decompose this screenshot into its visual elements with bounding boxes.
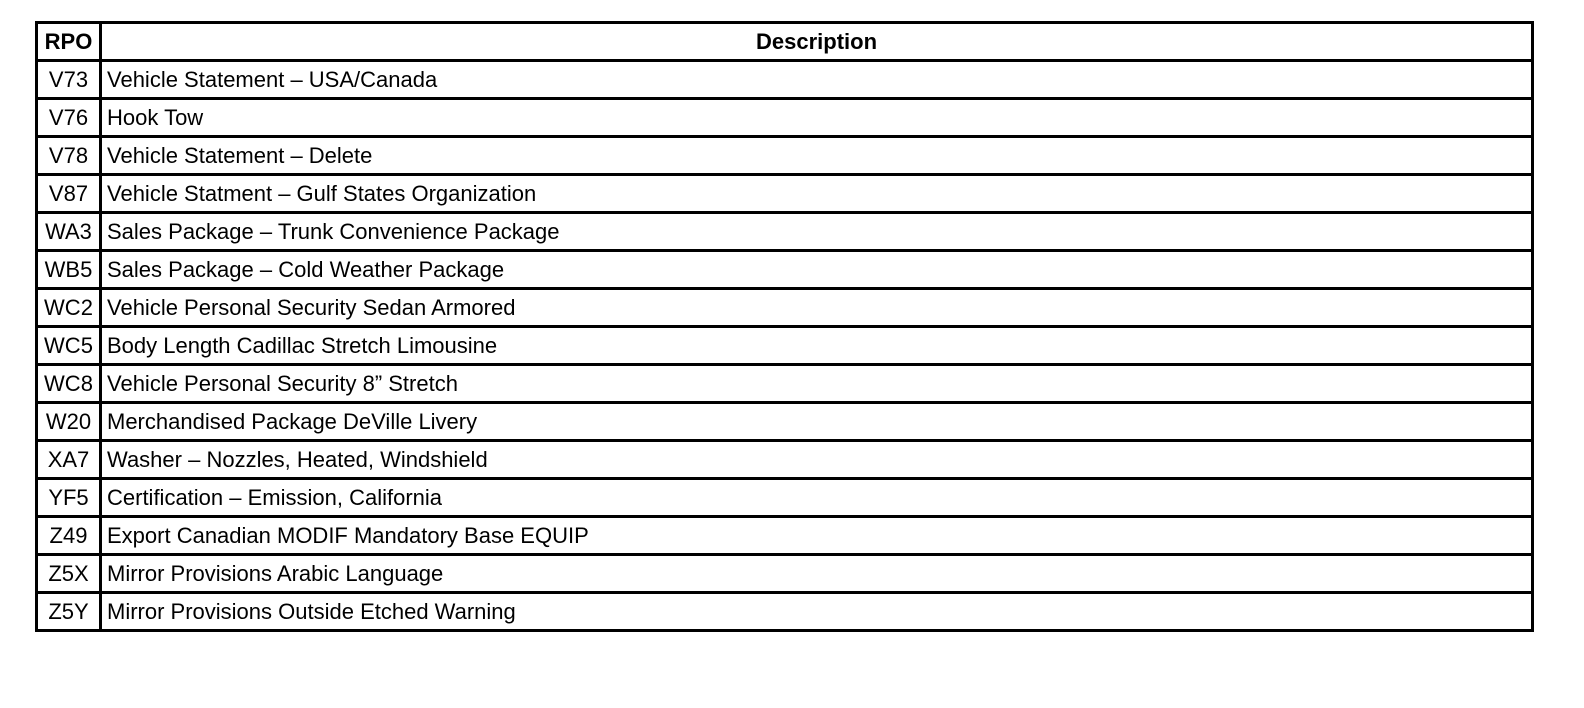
table-row (37, 327, 1533, 365)
rpo-table (35, 21, 1534, 632)
description-cell: Mirror Provisions Arabic Language (101, 555, 1533, 593)
description-cell: Certification – Emission, California (101, 479, 1533, 517)
table-row (37, 99, 1533, 137)
description-cell: Sales Package – Cold Weather Package (101, 251, 1533, 289)
table-row (37, 441, 1533, 479)
description-cell: Vehicle Statement – USA/Canada (101, 61, 1533, 99)
table-row (37, 365, 1533, 403)
table-row (37, 251, 1533, 289)
rpo-code-cell: V73 (37, 61, 101, 99)
description-cell: Merchandised Package DeVille Livery (101, 403, 1533, 441)
rpo-code-cell: V87 (37, 175, 101, 213)
rpo-code-cell: V76 (37, 99, 101, 137)
rpo-code-cell: WC5 (37, 327, 101, 365)
rpo-code-cell: Z5Y (37, 593, 101, 631)
table-row (37, 403, 1533, 441)
rpo-code-cell: Z5X (37, 555, 101, 593)
table-row (37, 555, 1533, 593)
rpo-code-cell: XA7 (37, 441, 101, 479)
rpo-code-cell: WA3 (37, 213, 101, 251)
description-cell: Sales Package – Trunk Convenience Package (101, 213, 1533, 251)
table-row (37, 517, 1533, 555)
table-row (37, 213, 1533, 251)
description-cell: Vehicle Statement – Delete (101, 137, 1533, 175)
rpo-code-cell: YF5 (37, 479, 101, 517)
rpo-code-cell: Z49 (37, 517, 101, 555)
description-cell: Vehicle Personal Security 8” Stretch (101, 365, 1533, 403)
description-cell: Vehicle Personal Security Sedan Armored (101, 289, 1533, 327)
table-row (37, 593, 1533, 631)
description-cell: Vehicle Statment – Gulf States Organization (101, 175, 1533, 213)
table-row (37, 289, 1533, 327)
rpo-code-cell: WC8 (37, 365, 101, 403)
table-row (37, 61, 1533, 99)
description-cell: Mirror Provisions Outside Etched Warning (101, 593, 1533, 631)
rpo-code-cell: WC2 (37, 289, 101, 327)
rpo-column-header: RPO (37, 23, 101, 61)
description-cell: Washer – Nozzles, Heated, Windshield (101, 441, 1533, 479)
rpo-code-cell: WB5 (37, 251, 101, 289)
table-row (37, 479, 1533, 517)
table-body (37, 61, 1533, 631)
description-cell: Body Length Cadillac Stretch Limousine (101, 327, 1533, 365)
description-cell: Export Canadian MODIF Mandatory Base EQUIP (101, 517, 1533, 555)
rpo-code-cell: W20 (37, 403, 101, 441)
description-column-header: Description (101, 23, 1533, 61)
table-row (37, 175, 1533, 213)
description-cell: Hook Tow (101, 99, 1533, 137)
rpo-code-cell: V78 (37, 137, 101, 175)
table-header-row (37, 23, 1533, 61)
table-row (37, 137, 1533, 175)
